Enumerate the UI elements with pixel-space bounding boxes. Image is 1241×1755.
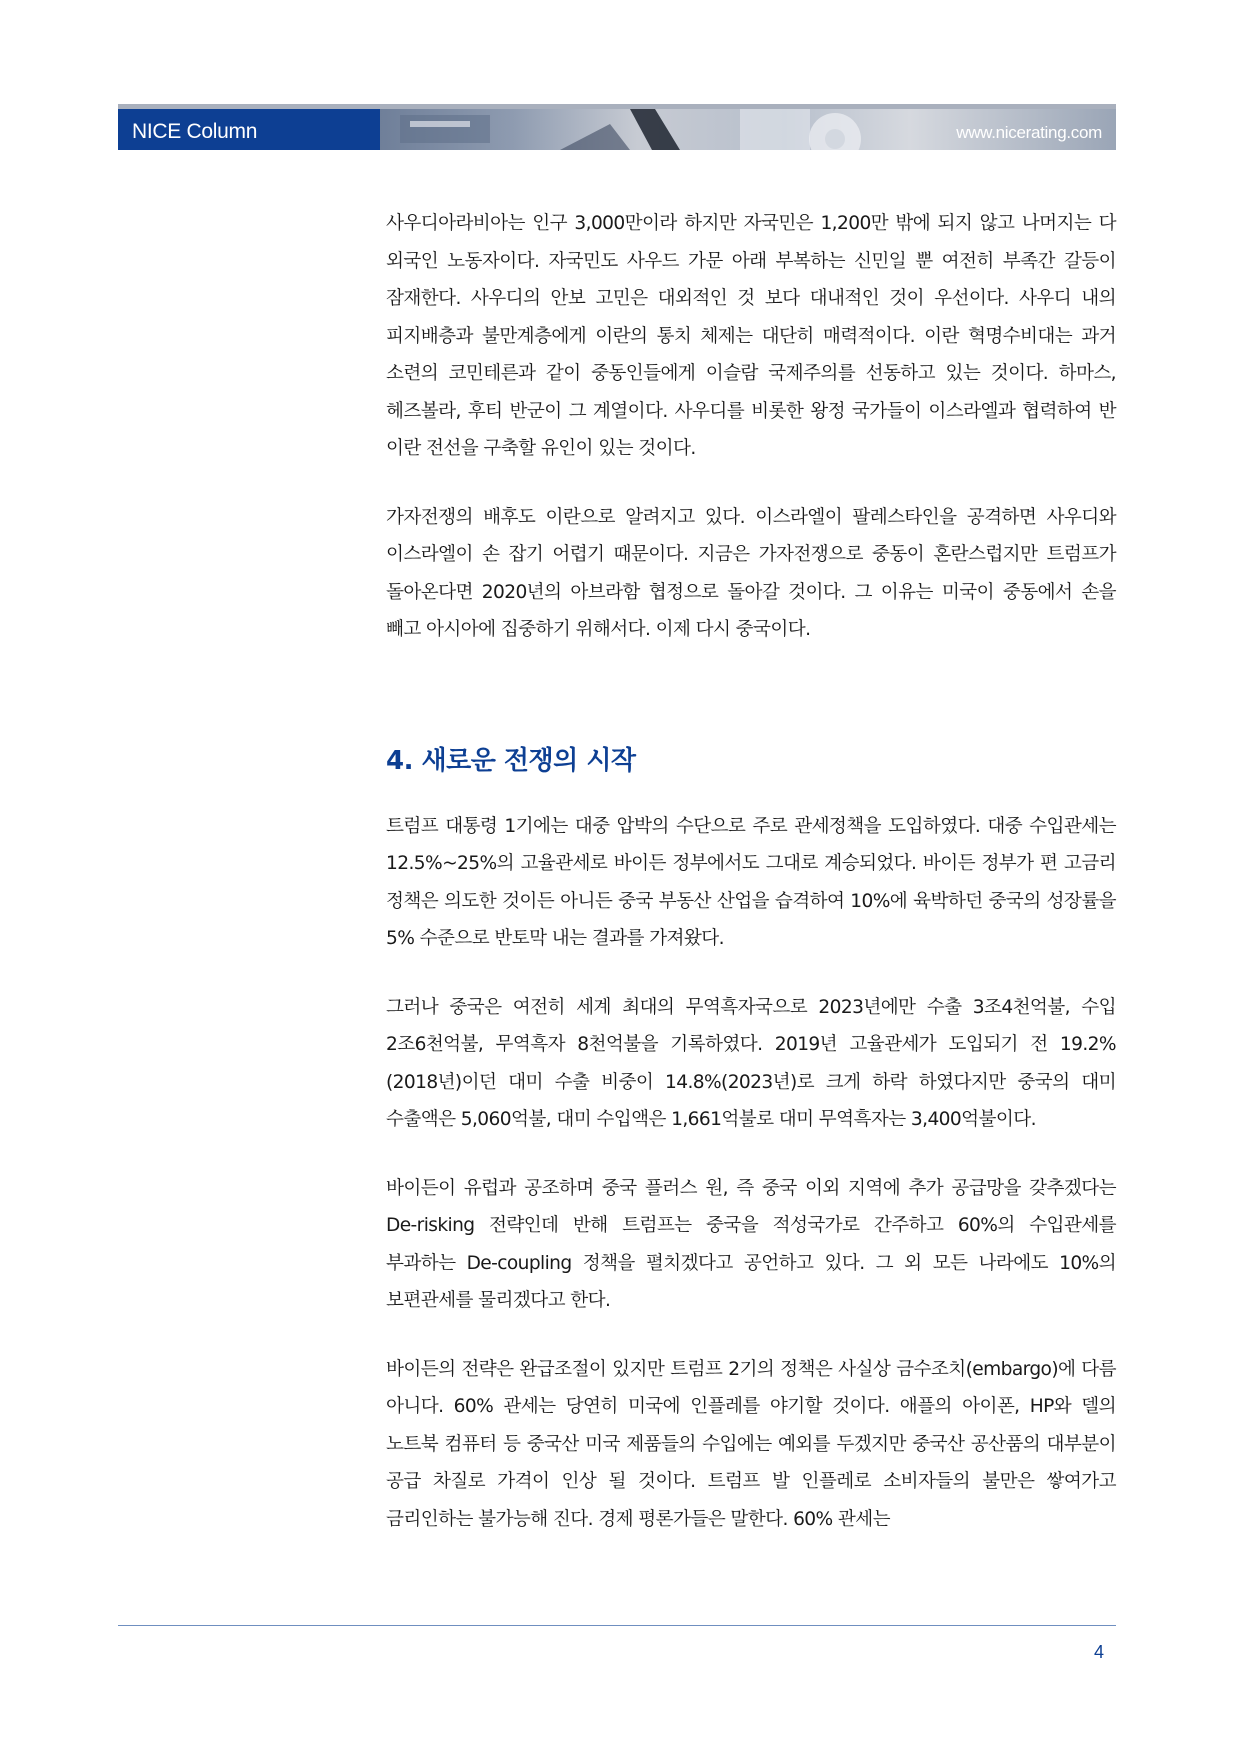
- body-paragraph: 그러나 중국은 여전히 세계 최대의 무역흑자국으로 2023년에만 수출 3조4천억불, 수입 2조6천억불, 무역흑자 8천억불을 기록하였다. 2019년 고율관세가 도입되기 전 19.2%(2018년)이던 대미 수출 비중이 14.8%(2023년)로 크게 하락 하였다지만 중국의 대미 수출액은 5,060억불, 대미 수입액은 1,661억불로 대미 무역흑자는 3,400억불이다.: [386, 996, 1116, 1130]
- page-header: [118, 104, 1116, 150]
- body-paragraph: 트럼프 대통령 1기에는 대중 압박의 수단으로 주로 관세정책을 도입하였다. 대중 수입관세는 12.5%~25%의 고율관세로 바이든 정부에서도 그대로 계승되었다. 바이든 정부가 편 고금리 정책은 의도한 것이든 아니든 중국 부동산 산업을 습격하여 10%에 육박하던 중국의 성장률을 5% 수준으로 반토막 내는 결과를 가져왔다.: [386, 815, 1116, 949]
- page-number: 4: [1093, 1642, 1104, 1662]
- body-paragraph: 바이든이 유럽과 공조하며 중국 플러스 원, 즉 중국 이외 지역에 추가 공급망을 갖추겠다는 De-risking 전략인데 반해 트럼프는 중국을 적성국가로 간주하고 60%의 수입관세를 부과하는 De-coupling 정책을 펼치겠다고 공언하고 있다. 그 외 모든 나라에도 10%의 보편관세를 물리겠다고 한다.: [386, 1177, 1116, 1311]
- article-body: [386, 205, 1116, 1569]
- header-title-block: [118, 109, 380, 150]
- header-website-url[interactable]: www.nicerating.com: [956, 123, 1102, 142]
- body-paragraph: 사우디아라비아는 인구 3,000만이라 하지만 자국민은 1,200만 밖에 되지 않고 나머지는 다 외국인 노동자이다. 자국민도 사우드 가문 아래 부복하는 신민일 뿐 여전히 부족간 갈등이 잠재한다. 사우디의 안보 고민은 대외적인 것 보다 대내적인 것이 우선이다. 사우디 내의 피지배층과 불만계층에게 이란의 통치 체제는 대단히 매력적이다. 이란 혁명수비대는 과거 소련의 코민테른과 같이 중동인들에게 이슬람 국제주의를 선동하고 있는 것이다. 하마스, 헤즈볼라, 후티 반군이 그 계열이다. 사우디를 비롯한 왕정 국가들이 이스라엘과 협력하여 반 이란 전선을 구축할 유인이 있는 것이다.: [386, 213, 1116, 459]
- section-heading: 4. 새로운 전쟁의 시작: [386, 745, 636, 776]
- header-title: NICE Column: [132, 120, 258, 143]
- body-paragraph: 가자전쟁의 배후도 이란으로 알려지고 있다. 이스라엘이 팔레스타인을 공격하면 사우디와 이스라엘이 손 잡기 어렵기 때문이다. 지금은 가자전쟁으로 중동이 혼란스럽지만 트럼프가 돌아온다면 2020년의 아브라함 협정으로 돌아갈 것이다. 그 이유는 미국이 중동에서 손을 빼고 아시아에 집중하기 위해서다. 이제 다시 중국이다.: [386, 506, 1116, 640]
- body-paragraph: 바이든의 전략은 완급조절이 있지만 트럼프 2기의 정책은 사실상 금수조치(embargo)에 다름 아니다. 60% 관세는 당연히 미국에 인플레를 야기할 것이다. 애플의 아이폰, HP와 델의 노트북 컴퓨터 등 중국산 미국 제품들의 수입에는 예외를 두겠지만 중국산 공산품의 대부분이 공급 차질로 가격이 인상 될 것이다. 트럼프 발 인플레로 소비자들의 불만은 쌓여가고 금리인하는 불가능해 진다. 경제 평론가들은 말한다. 60% 관세는: [386, 1358, 1116, 1530]
- footer-divider: [118, 1625, 1116, 1626]
- header-banner-image: [380, 109, 1116, 150]
